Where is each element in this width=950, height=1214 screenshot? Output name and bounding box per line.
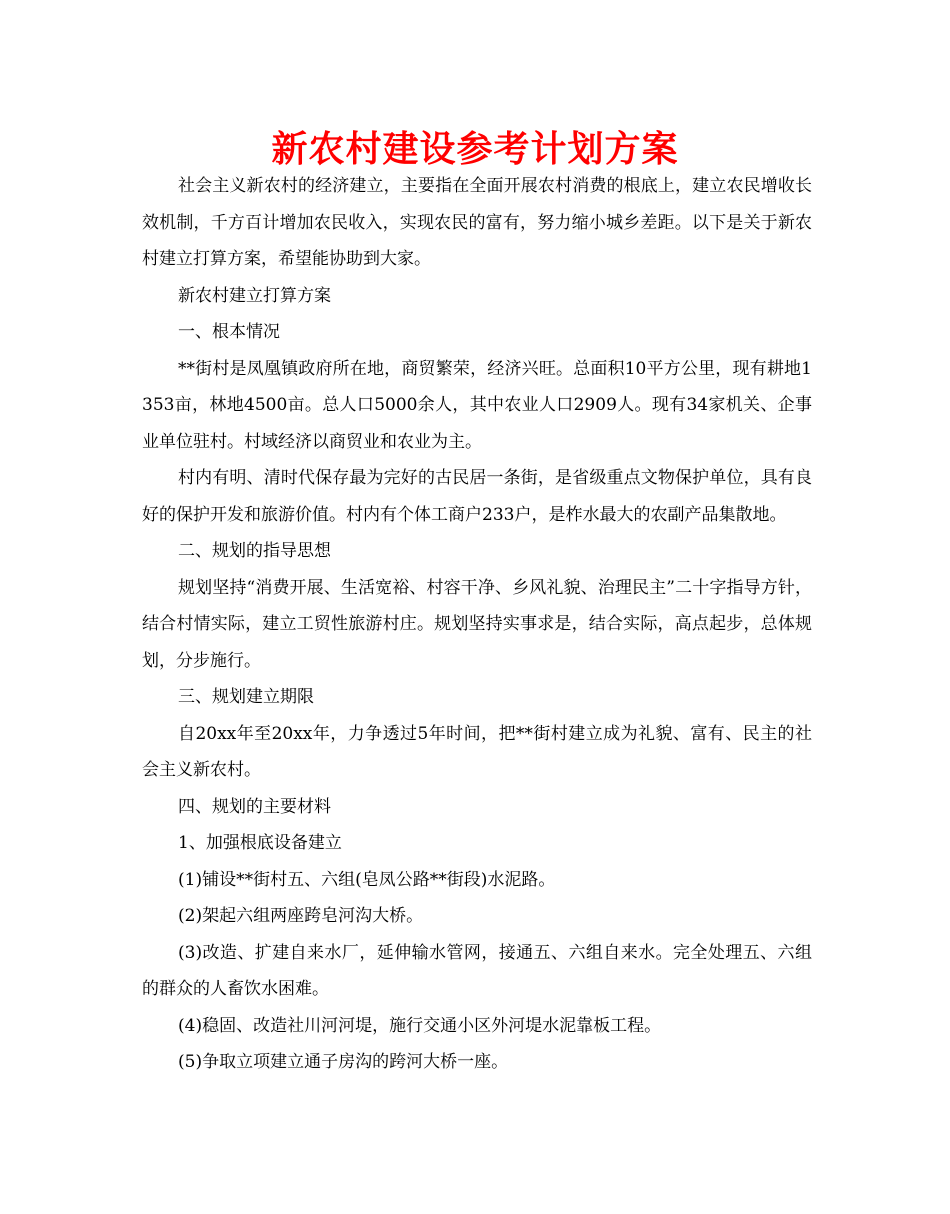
list-item-5: (5)争取立项建立通子房沟的跨河大桥一座。	[178, 1052, 509, 1072]
document-body	[142, 168, 812, 1081]
paragraph-period: 自20xx年至20xx年，力争透过5年时间，把**街村建立成为礼貌、富有、民主的社会主义新农村。	[142, 723, 812, 780]
paragraph-basic-situation: **街村是凤凰镇政府所在地，商贸繁荣，经济兴旺。总面积10平方公里，现有耕地1353亩，林地4500亩。总人口5000余人，其中农业人口2909人。现有34家机关、企事业单位驻村。村域经济以商贸业和农业为主。	[142, 358, 812, 452]
document-title: 新农村建设参考计划方案	[271, 129, 679, 170]
subheading-infrastructure: 1、加强根底设备建立	[178, 833, 342, 853]
section-heading-basic-situation: 一、根本情况	[178, 322, 280, 342]
section-heading-period: 三、规划建立期限	[178, 687, 314, 707]
section-heading-main-content: 四、规划的主要材料	[178, 796, 331, 817]
list-item-3: (3)改造、扩建自来水厂，延伸输水管网，接通五、六组自来水。完全处理五、六组的群众的人畜饮水困难。	[142, 942, 812, 999]
list-item-1: (1)铺设**街村五、六组(皂凤公路**街段)水泥路。	[178, 869, 556, 890]
section-heading-guiding-ideas: 二、规划的指导思想	[178, 541, 331, 561]
list-item-2: (2)架起六组两座跨皂河沟大桥。	[178, 906, 424, 926]
paragraph-intro: 社会主义新农村的经济建立，主要指在全面开展农村消费的根底上，建立农民增收长效机制，千方百计增加农民收入，实现农民的富有，努力缩小城乡差距。以下是关于新农村建立打算方案，希望能协助到大家。	[142, 176, 812, 269]
paragraph-heritage: 村内有明、清时代保存最为完好的古民居一条街，是省级重点文物保护单位，具有良好的保护开发和旅游价值。村内有个体工商户233户，是柞水最大的农副产品集散地。	[142, 468, 812, 525]
paragraph-plan-heading: 新农村建立打算方案	[178, 285, 331, 306]
paragraph-guiding-ideas: 规划坚持“消费开展、生活宽裕、村容干净、乡风礼貌、治理民主”二十字指导方针，结合村情实际，建立工贸性旅游村庄。规划坚持实事求是，结合实际，高点起步，总体规划，分步施行。	[142, 577, 812, 671]
list-item-4: (4)稳固、改造社川河河堤，施行交通小区外河堤水泥靠板工程。	[178, 1015, 662, 1036]
